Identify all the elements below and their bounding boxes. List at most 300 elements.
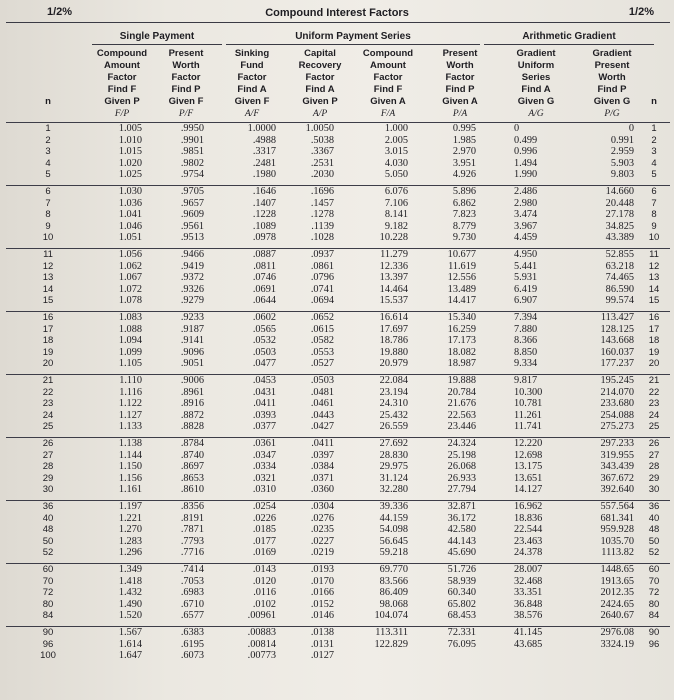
cell-n: 52 [42, 547, 54, 559]
cell-af: .0431 [252, 386, 276, 398]
cell-ag: 23.463 [514, 535, 543, 547]
cell-ap: .2531 [310, 157, 334, 169]
cell-fp: 1.520 [118, 610, 142, 622]
cell-pa: 42.580 [447, 524, 476, 536]
cell-pa: 8.779 [452, 220, 476, 232]
table-row [6, 261, 670, 273]
cell-fp: 1.030 [118, 186, 142, 197]
column-header-fa [357, 48, 419, 120]
cell-fa: 8.141 [384, 209, 408, 221]
table-row [6, 524, 670, 536]
group-uniform-series: Uniform Payment Series [295, 31, 411, 42]
table-row [6, 335, 670, 347]
row-block [6, 185, 670, 244]
cell-pg: 0 [628, 123, 634, 134]
table-row [6, 438, 670, 450]
cell-pa: 0.995 [452, 123, 476, 134]
cell-fp: 1.156 [118, 472, 142, 484]
cell-pf: .9326 [180, 283, 204, 295]
cell-n: 17 [42, 323, 54, 335]
row-block [6, 500, 670, 559]
cell-ag: 1.494 [514, 157, 538, 169]
cell-pg: 2.959 [610, 146, 634, 158]
cell-n2: 14 [648, 283, 660, 295]
cell-af: .0811 [253, 260, 276, 272]
cell-n: 23 [42, 398, 54, 410]
cell-af: 1.0000 [247, 123, 276, 134]
cell-n2: 21 [648, 375, 660, 386]
cell-n2: 10 [648, 232, 660, 244]
cell-fp: 1.150 [118, 461, 142, 473]
cell-ap: .0481 [310, 386, 334, 398]
cell-ap: .0553 [310, 346, 334, 358]
cell-ag: 3.474 [514, 209, 538, 221]
cell-ag: 10.781 [514, 398, 543, 410]
cell-pg: 27.178 [605, 209, 634, 221]
cell-ag: 8.850 [514, 346, 538, 358]
header-line: Find P [171, 84, 201, 95]
cell-pf: .9561 [180, 220, 204, 232]
table-row [6, 627, 670, 639]
cell-fa: 22.084 [379, 375, 408, 386]
cell-n: 5 [45, 169, 51, 181]
cell-fp: 1.041 [118, 209, 142, 221]
cell-fa: 19.880 [379, 346, 408, 358]
table-row [6, 169, 670, 181]
cell-af: .0347 [252, 449, 276, 461]
cell-ap: .0170 [310, 575, 334, 587]
cell-pf: .9233 [180, 312, 204, 323]
cell-pf: .9609 [180, 209, 204, 221]
cell-pa: 13.489 [447, 283, 476, 295]
table-row [6, 375, 670, 387]
cell-pg: 367.672 [600, 472, 634, 484]
column-header-ap [289, 48, 351, 120]
cell-pf: .9141 [180, 335, 204, 347]
rate-label-left: 1/2% [47, 6, 73, 18]
cell-af: .0254 [252, 501, 276, 512]
cell-ap: .0146 [310, 610, 334, 622]
cell-ap: .0227 [310, 535, 334, 547]
cell-ag: 4.950 [514, 249, 538, 260]
cell-ap: .0652 [310, 312, 334, 323]
cell-ap: .1696 [310, 186, 334, 197]
cell-af: .4988 [252, 134, 276, 146]
cell-n2: 90 [648, 627, 660, 638]
cell-pf: .9466 [180, 249, 204, 260]
cell-ag: 8.366 [514, 335, 538, 347]
row-block [6, 626, 670, 662]
cell-n: 6 [45, 186, 51, 197]
header-line [17, 60, 79, 72]
cell-fa: 27.692 [379, 438, 408, 449]
cell-fa: 4.030 [384, 157, 408, 169]
cell-fa: 29.975 [379, 461, 408, 473]
cell-n2: 7 [651, 197, 657, 209]
cell-fa: 23.194 [379, 386, 408, 398]
cell-fa: 18.786 [379, 335, 408, 347]
cell-n2: 52 [648, 547, 660, 559]
cell-fp: 1.133 [118, 421, 142, 433]
cell-pa: 51.726 [447, 564, 476, 575]
cell-fp: 1.127 [118, 409, 142, 421]
cell-n2: 13 [648, 272, 660, 284]
cell-pa: 26.068 [447, 461, 476, 473]
cell-fa: 6.076 [384, 186, 408, 197]
cell-af: .0565 [252, 323, 276, 335]
cell-pg: 959.928 [600, 524, 634, 536]
cell-fp: 1.051 [118, 232, 142, 244]
header-line: Amount [370, 60, 406, 71]
header-line: Compound [96, 48, 148, 59]
row-block [6, 437, 670, 496]
table-row [6, 295, 670, 307]
cell-fa: 39.336 [379, 501, 408, 512]
cell-af: .0116 [253, 587, 276, 599]
cell-pf: .8828 [180, 421, 204, 433]
header-line: Find A [305, 84, 335, 95]
cell-pg: 681.341 [600, 512, 634, 524]
cell-ap: .0193 [310, 564, 334, 575]
header-line: Given F [234, 96, 270, 107]
column-header-n [17, 48, 79, 120]
cell-pf: .9513 [180, 232, 204, 244]
cell-fa: 56.645 [379, 535, 408, 547]
cell-pa: 20.784 [447, 386, 476, 398]
cell-n: 22 [42, 386, 54, 398]
cell-pf: .8961 [180, 386, 204, 398]
cell-af: .0978 [252, 232, 276, 244]
cell-af: .0477 [252, 358, 276, 370]
cell-n2: 17 [648, 323, 660, 335]
cell-n2: 28 [648, 461, 660, 473]
cell-fa: 25.432 [379, 409, 408, 421]
header-line [623, 48, 674, 60]
cell-n: 1 [45, 123, 51, 134]
cell-n2: 3 [651, 146, 657, 158]
table-row [6, 547, 670, 559]
cell-n2: 80 [648, 598, 660, 610]
cell-af: .00814 [247, 638, 276, 650]
header-line: Series [521, 72, 551, 83]
cell-pa: 36.172 [447, 512, 476, 524]
header-line: Factor [373, 72, 403, 83]
cell-pg: 9.803 [610, 169, 634, 181]
cell-fp: 1.056 [118, 249, 142, 260]
cell-pg: 1113.82 [601, 547, 634, 559]
cell-ag: 24.378 [514, 547, 543, 559]
cell-fa: 24.310 [379, 398, 408, 410]
column-header-af [221, 48, 283, 120]
column-header-ag [505, 48, 567, 120]
table-row [6, 284, 670, 296]
cell-n2: 9 [651, 220, 657, 232]
cell-fp: 1.015 [118, 146, 142, 158]
header-line: Worth [172, 60, 200, 71]
header-line: Worth [598, 72, 626, 83]
cell-pa: 68.453 [447, 610, 476, 622]
header-line: Given A [370, 96, 406, 107]
cell-n: 25 [42, 421, 54, 433]
header-line [17, 48, 79, 60]
cell-fa: 7.106 [384, 197, 408, 209]
table-row [6, 209, 670, 221]
cell-pg: 99.574 [605, 295, 634, 307]
cell-pf: .7414 [180, 564, 204, 575]
cell-ap: .0861 [310, 260, 334, 272]
cell-ap: 1.0050 [305, 123, 334, 134]
cell-n: 4 [45, 157, 51, 169]
cell-pf: .7793 [180, 535, 204, 547]
table-row [6, 484, 670, 496]
cell-fa: 3.015 [384, 146, 408, 158]
cell-fa: 98.068 [379, 598, 408, 610]
cell-ag: 11.741 [514, 421, 542, 433]
cell-pa: 22.563 [447, 409, 476, 421]
header-line: Given F [168, 96, 204, 107]
table-row [6, 536, 670, 548]
cell-fa: 1.000 [384, 123, 408, 134]
cell-fa: 26.559 [379, 421, 408, 433]
cell-af: .1407 [252, 197, 276, 209]
cell-ag: 0 [514, 123, 520, 134]
header-line: Compound [362, 48, 414, 59]
cell-ag: 0.499 [514, 134, 538, 146]
cell-n2: 8 [651, 209, 657, 221]
cell-pf: .6983 [180, 587, 204, 599]
cell-n: 7 [45, 197, 51, 209]
cell-ag: 5.931 [514, 272, 538, 284]
group-rule-arith [484, 44, 654, 45]
cell-pg: 177.237 [600, 358, 634, 370]
cell-pf: .9006 [180, 375, 204, 386]
cell-af: .2481 [252, 157, 276, 169]
cell-ap: .0371 [310, 472, 334, 484]
cell-pf: .8610 [180, 484, 204, 496]
cell-pa: 45.690 [447, 547, 476, 559]
cell-n: 20 [42, 358, 54, 370]
cell-pg: 14.660 [605, 186, 634, 197]
header-line: Find P [445, 84, 475, 95]
cell-pa: 12.556 [447, 272, 476, 284]
cell-n: 10 [42, 232, 54, 244]
header-line: Find A [521, 84, 551, 95]
cell-pa: 10.677 [447, 249, 476, 260]
cell-af: .0143 [252, 564, 276, 575]
cell-pf: .6073 [180, 650, 204, 662]
cell-af: .1980 [252, 169, 276, 181]
header-line [17, 72, 79, 84]
cell-n: 21 [42, 375, 54, 386]
cell-n: 2 [45, 134, 51, 146]
cell-pf: .9802 [180, 157, 204, 169]
cell-fa: 17.697 [379, 323, 408, 335]
cell-af: .0532 [252, 335, 276, 347]
table-row [6, 312, 670, 324]
table-row [6, 564, 670, 576]
cell-ag: 10.300 [514, 386, 543, 398]
table-row [6, 650, 670, 662]
cell-ap: .0527 [310, 358, 334, 370]
cell-ap: .0503 [310, 375, 334, 386]
table-row [6, 158, 670, 170]
header-symbol [623, 108, 674, 120]
cell-fa: 54.098 [379, 524, 408, 536]
cell-af: .0887 [252, 249, 276, 260]
cell-pa: 44.143 [447, 535, 476, 547]
cell-pa: 60.340 [447, 587, 476, 599]
cell-ap: .0582 [310, 335, 334, 347]
header-symbol: P/A [452, 109, 468, 119]
cell-fp: 1.614 [118, 638, 142, 650]
cell-ap: .1028 [310, 232, 334, 244]
group-rule-uniform [226, 44, 480, 45]
cell-pf: .9279 [180, 295, 204, 307]
header-line: Sinking [234, 48, 270, 59]
cell-af: .0334 [252, 461, 276, 473]
header-symbol: P/F [178, 109, 194, 119]
cell-fp: 1.418 [118, 575, 142, 587]
cell-n: 72 [42, 587, 54, 599]
cell-pa: 65.802 [447, 598, 476, 610]
cell-pg: 1913.65 [600, 575, 634, 587]
cell-af: .0226 [252, 512, 276, 524]
group-rule-single [92, 44, 222, 45]
cell-n: 13 [42, 272, 54, 284]
table-row [6, 198, 670, 210]
cell-af: .1646 [252, 186, 276, 197]
cell-fa: 13.397 [379, 272, 408, 284]
cell-pg: 43.389 [605, 232, 634, 244]
cell-ap: .3367 [310, 146, 334, 158]
cell-fp: 1.078 [118, 295, 142, 307]
cell-fp: 1.490 [118, 598, 142, 610]
cell-n: 11 [43, 249, 53, 260]
cell-fp: 1.122 [118, 398, 142, 410]
cell-pa: 23.446 [447, 421, 476, 433]
cell-ap: .0235 [310, 524, 334, 536]
cell-ag: 3.967 [514, 220, 538, 232]
cell-n2: 50 [648, 535, 660, 547]
row-block [6, 122, 670, 181]
cell-pg: 74.465 [605, 272, 634, 284]
cell-ap: .0694 [310, 295, 334, 307]
cell-n2: 48 [648, 524, 660, 536]
header-line: Present [594, 60, 630, 71]
cell-n2: 23 [648, 398, 660, 410]
cell-fp: 1.025 [118, 169, 142, 181]
cell-ag: 14.127 [514, 484, 543, 496]
cell-pa: 15.340 [447, 312, 476, 323]
header-line: Factor [171, 72, 201, 83]
cell-fa: 11.279 [380, 249, 408, 260]
cell-fp: 1.072 [118, 283, 142, 295]
cell-pf: .8740 [180, 449, 204, 461]
cell-fp: 1.036 [118, 197, 142, 209]
cell-pa: 32.871 [447, 501, 476, 512]
cell-ag: 12.698 [514, 449, 543, 461]
cell-ag: 0.996 [514, 146, 538, 158]
cell-pg: 1035.70 [600, 535, 634, 547]
cell-ap: .0384 [310, 461, 334, 473]
cell-pa: 26.933 [447, 472, 476, 484]
cell-n: 30 [42, 484, 54, 496]
cell-fp: 1.283 [118, 535, 142, 547]
cell-fa: 20.979 [379, 358, 408, 370]
cell-pf: .8356 [180, 501, 204, 512]
cell-n2: 27 [648, 449, 660, 461]
cell-ap: .0127 [310, 650, 334, 662]
cell-n2: 60 [648, 564, 660, 575]
cell-ag: 6.907 [514, 295, 538, 307]
cell-pa: 6.862 [452, 197, 476, 209]
cell-n2: 72 [648, 587, 660, 599]
cell-af: .0746 [252, 272, 276, 284]
cell-ap: .0796 [310, 272, 334, 284]
cell-pf: .6710 [180, 598, 204, 610]
cell-ag: 12.220 [514, 438, 543, 449]
row-block [6, 311, 670, 370]
cell-pf: .8916 [180, 398, 204, 410]
cell-ap: .0304 [310, 501, 334, 512]
cell-pg: 113.427 [600, 312, 634, 323]
cell-af: .3317 [252, 146, 276, 158]
cell-pa: 18.082 [447, 346, 476, 358]
cell-pg: 86.590 [605, 283, 634, 295]
rate-label-right: 1/2% [628, 6, 654, 18]
cell-af: .1089 [252, 220, 276, 232]
cell-ap: .1139 [311, 220, 334, 232]
cell-n: 26 [42, 438, 54, 449]
cell-af: .0503 [252, 346, 276, 358]
table-row [6, 576, 670, 588]
header-line: Gradient [516, 48, 556, 59]
cell-pa: 19.888 [447, 375, 476, 386]
header-symbol: A/G [528, 109, 544, 119]
cell-pa: 14.417 [447, 295, 476, 307]
header-line: Present [168, 48, 204, 59]
header-line: Factor [445, 72, 475, 83]
cell-ag: 43.685 [514, 638, 543, 650]
table-row [6, 146, 670, 158]
cell-ag: 33.351 [514, 587, 543, 599]
cell-fp: 1.088 [118, 323, 142, 335]
cell-ag: 18.836 [514, 512, 543, 524]
cell-pg: 297.233 [600, 438, 634, 449]
cell-pf: .7716 [180, 547, 204, 559]
header-line: Capital [304, 48, 336, 59]
header-line: Find A [237, 84, 267, 95]
cell-pf: .9705 [180, 186, 204, 197]
cell-n: 80 [42, 598, 54, 610]
cell-pg: 2976.08 [600, 627, 634, 638]
cell-ag: 2.486 [514, 186, 538, 197]
cell-pg: 63.218 [605, 260, 634, 272]
cell-af: .0602 [252, 312, 276, 323]
cell-pa: 9.730 [452, 232, 476, 244]
cell-pf: .9372 [180, 272, 204, 284]
cell-pa: 17.173 [447, 335, 476, 347]
header-symbol: A/P [312, 109, 328, 119]
row-block [6, 563, 670, 622]
cell-n: 29 [42, 472, 54, 484]
cell-ag: 9.817 [514, 375, 538, 386]
header-line: Present [442, 48, 478, 59]
column-header-fp [91, 48, 153, 120]
cell-af: .0321 [252, 472, 276, 484]
cell-pg: 52.855 [605, 249, 634, 260]
header-line: Recovery [298, 60, 342, 71]
